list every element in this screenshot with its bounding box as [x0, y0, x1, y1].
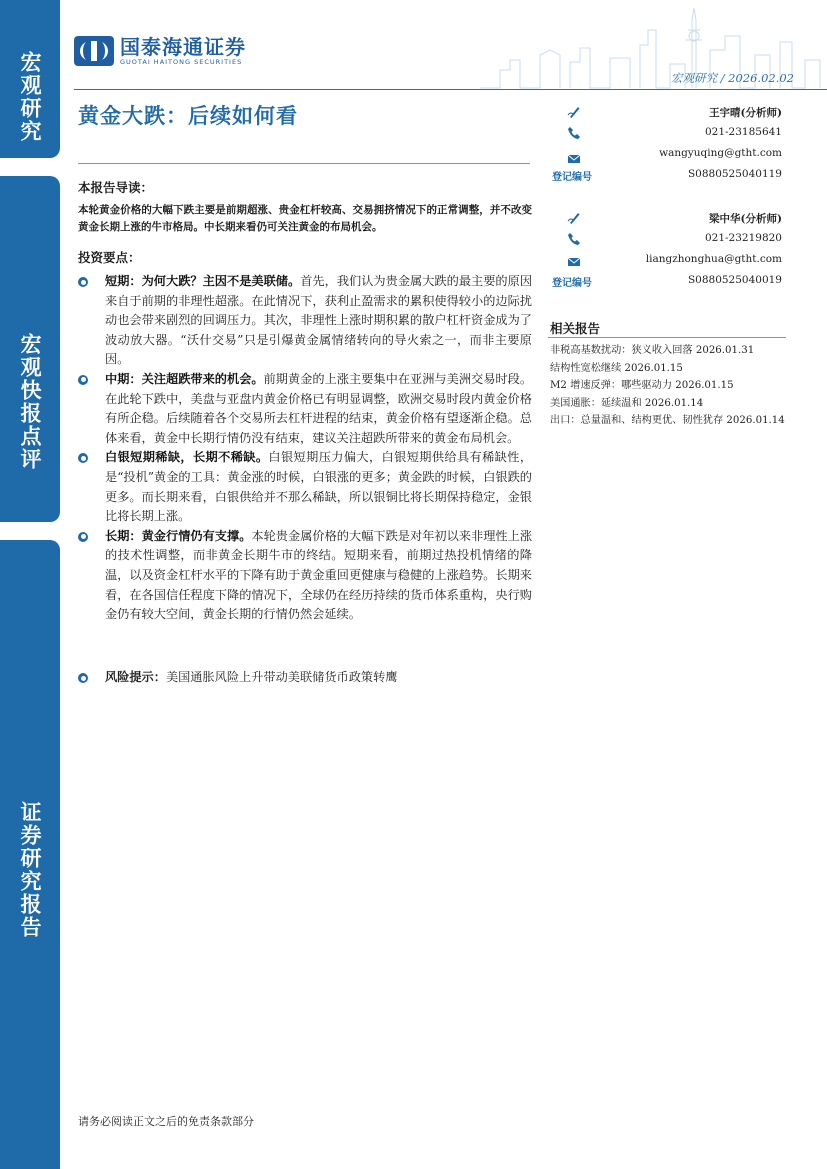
sidebar-block-macro-research [0, 0, 60, 158]
company-logo [74, 36, 246, 66]
bullet-icon [78, 673, 88, 683]
report-category-date: 宏观研究 / 2026.02.02 [670, 71, 794, 85]
logo-mark-icon [74, 36, 114, 66]
analyst-card [550, 103, 782, 187]
analyst-pen-icon [567, 105, 581, 119]
email-icon [567, 152, 581, 166]
point-text: 白银短期压力偏大，白银短期供给具有稀缺性，是“投机”黄金的工具：黄金涨的时候，白银涨的更多；黄金跌的时候，白银跌的更多。而长期来看，白银供给并不那么稀缺，所以银铜比将长期保持稳定，金银比将长期上涨。 [105, 450, 533, 524]
registration-label: 登记编号 [552, 278, 592, 289]
point-text: 前期黄金的上涨主要集中在亚洲与美洲交易时段。在此轮下跌中，美盘与亚盘内黄金价格已有明显调整，欧洲交易时段内黄金价格有所企稳。后续随着各个交易所去杠杆进程的结束，黄金价格有望逐渐企稳。总体来看，黄金中长期行情仍没有结束，建议关注超跌所带来的黄金布局机会。 [105, 371, 533, 445]
email-icon [567, 255, 581, 269]
report-title: 黄金大跌：后续如何看 [78, 104, 298, 128]
bullet-icon [78, 453, 88, 463]
sidebar-label-macro-flash: 宏观快报点评 [18, 332, 42, 471]
investment-points-list [78, 272, 532, 625]
point-lead: 中期：关注超跌带来的机会。 [105, 371, 264, 386]
investment-point [78, 527, 532, 625]
sidebar-label-securities-report: 证券研究报告 [18, 800, 42, 939]
sidebar-label-macro-research: 宏观研究 [18, 51, 42, 143]
point-text: 本轮贵金属价格的大幅下跌是对年初以来非理性上涨的技术性调整，而非黄金长期牛市的终结。短期来看，前期过热投机情绪的降温，以及资金杠杆水平的下降有助于黄金重回更健康与稳健的上涨趋势。长期来看，在各国信任程度下降的情况下，全球仍在经历持续的货币体系重构，央行购金仍有较大空间，黄金长期的行情仍然会延续。 [105, 528, 533, 622]
analyst-email[interactable]: wangyuqing@gtht.com [659, 147, 782, 159]
related-report-link[interactable]: 结构性宽松继续 2026.01.15 [550, 362, 683, 374]
header [60, 0, 827, 92]
investment-point [78, 370, 532, 448]
related-reports-list [550, 342, 786, 430]
disclaimer-footer: 请务必阅读正文之后的免责条款部分 [78, 1115, 254, 1128]
analyst-phone: 021-23219820 [704, 232, 782, 244]
related-report-link[interactable]: 出口：总量温和、结构更优、韧性犹存 2026.01.14 [550, 415, 785, 426]
bullet-icon [78, 532, 88, 542]
sidebar [0, 0, 60, 1169]
logo-name-cn: 国泰海通证券 [120, 35, 246, 59]
intro-heading: 本报告导读： [78, 180, 154, 195]
analyst-phone: 021-23185641 [704, 126, 782, 138]
risk-lead: 风险提示： [105, 670, 166, 684]
risk-warning [78, 668, 532, 688]
related-report-link[interactable]: 非税高基数扰动：狭义收入回落 2026.01.31 [550, 345, 755, 356]
analyst-card [550, 209, 782, 293]
sidebar-block-macro-flash [0, 176, 60, 522]
related-report-link[interactable]: 美国通胀：延续温和 2026.01.14 [550, 397, 704, 409]
bullet-icon [78, 375, 88, 385]
point-lead: 短期：为何大跌？主因不是美联储。 [105, 274, 301, 288]
intro-summary: 本轮黄金价格的大幅下跌主要是前期超涨、贵金杠杆较高、交易拥挤情况下的正常调整，并不改变黄金长期上涨的牛市格局。中长期来看仍可关注黄金的布局机会。 [78, 204, 532, 233]
phone-icon [567, 126, 581, 140]
analyst-email[interactable]: liangzhonghua@gtht.com [645, 253, 782, 265]
related-reports-divider [548, 337, 786, 338]
investment-point [78, 272, 532, 370]
analyst-name: 梁中华(分析师) [709, 213, 782, 225]
investment-point [78, 448, 532, 526]
sidebar-block-securities-report [0, 540, 60, 1169]
point-lead: 长期：黄金行情仍有支撑。 [105, 528, 252, 543]
title-divider [78, 163, 530, 164]
related-reports-heading: 相关报告 [550, 321, 601, 336]
header-divider [74, 89, 827, 90]
risk-text: 美国通胀风险上升带动美联储货币政策转鹰 [165, 670, 398, 684]
logo-name-en: GUOTAI HAITONG SECURITIES [120, 58, 243, 66]
phone-icon [567, 232, 581, 246]
point-lead: 白银短期稀缺，长期不稀缺。 [105, 450, 269, 465]
bullet-icon [78, 277, 88, 287]
analyst-name: 王宇晴(分析师) [709, 107, 782, 119]
analyst-pen-icon [567, 211, 581, 225]
registration-label: 登记编号 [552, 172, 592, 183]
analyst-registration-number: S0880525040019 [687, 274, 782, 286]
analyst-registration-number: S0880525040119 [687, 168, 782, 180]
investment-points-heading: 投资要点： [78, 250, 141, 265]
point-text: 首先，我们认为贵金属大跌的最主要的原因来自于前期的非理性超涨。在此情况下，获利止盈需求的累积使得较小的边际扰动也会带来剧烈的回调压力。其次，非理性上涨时期积累的散户杠杆资金成为了波动放大器。“沃什交易”只是引爆黄金属情绪转向的导火索之一，而非主要原因。 [105, 274, 533, 367]
related-report-link[interactable]: M2 增速反弹：哪些驱动力 2026.01.15 [550, 380, 734, 391]
